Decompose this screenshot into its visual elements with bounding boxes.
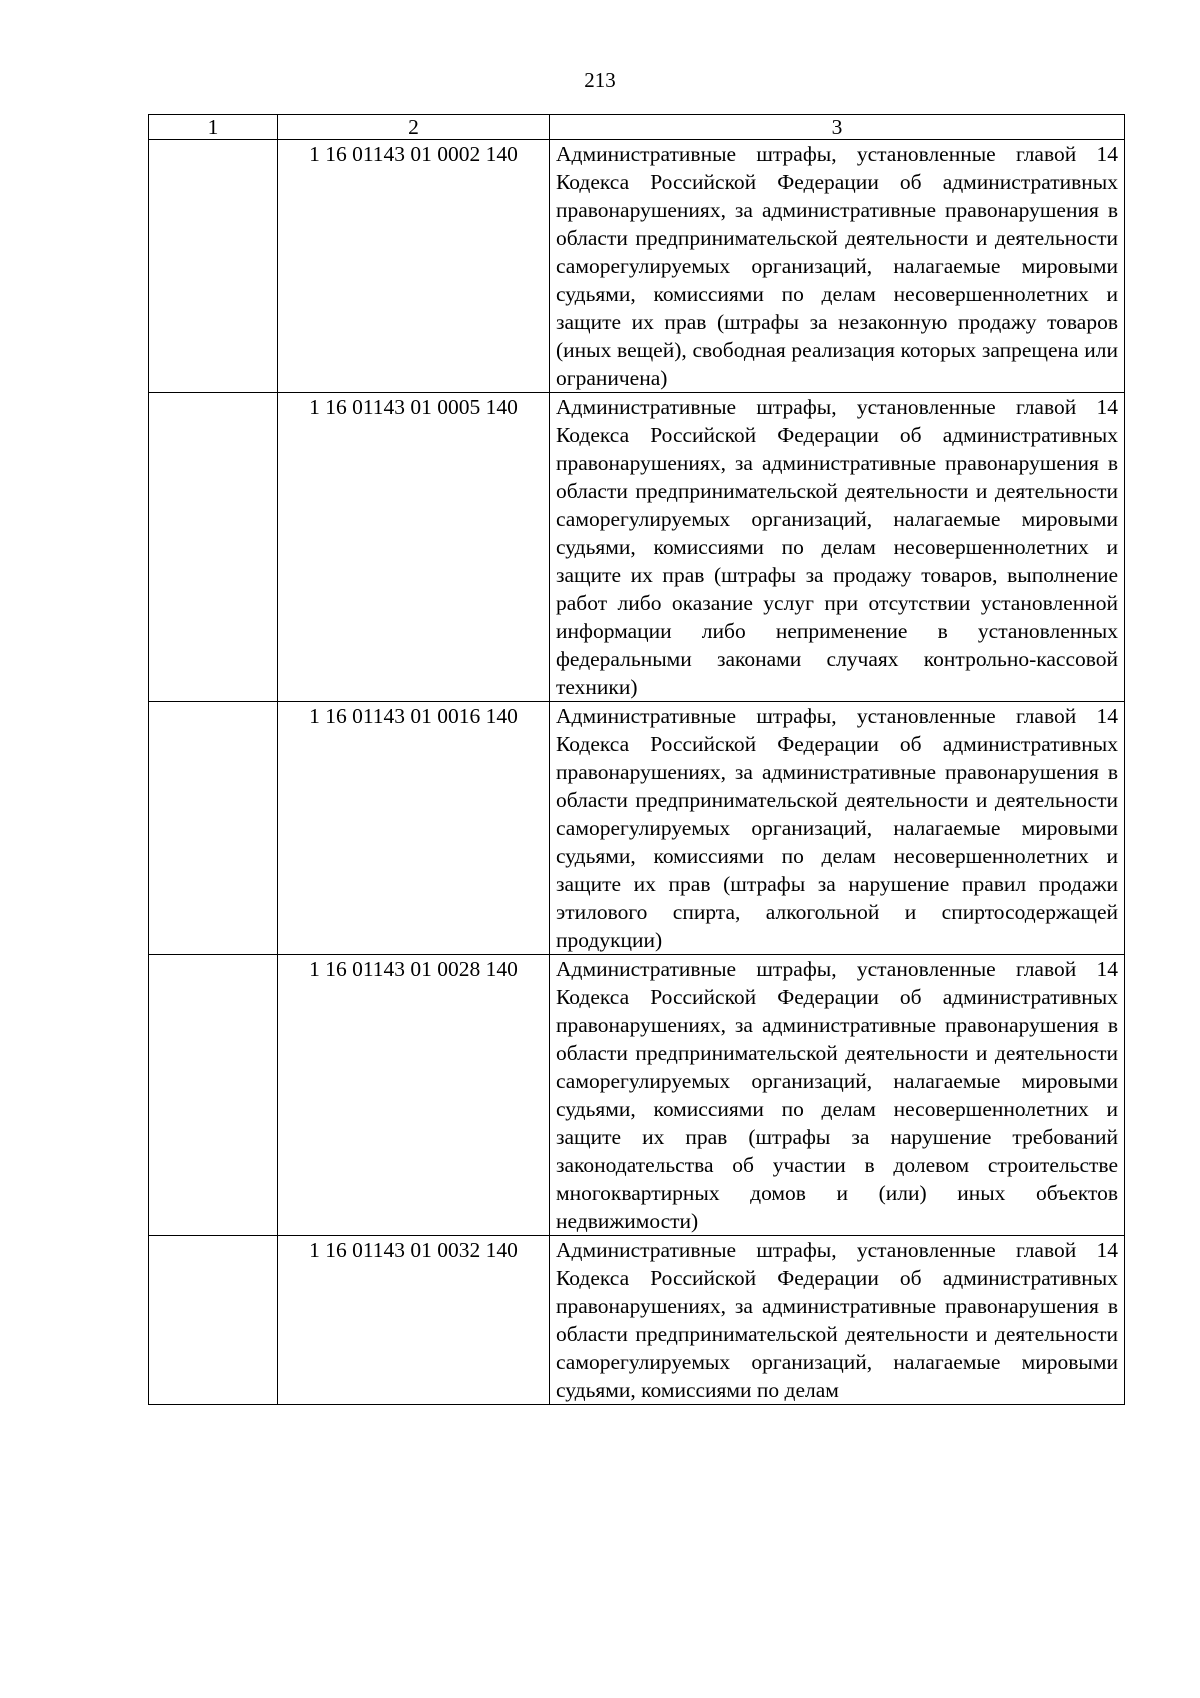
- admin-code-cell: [149, 140, 278, 393]
- table-row: [149, 1236, 1125, 1405]
- admin-code-cell: [149, 393, 278, 702]
- description-cell: Административные штрафы, установленные главой 14 Кодекса Российской Федерации об административных правонарушениях, за административные правонарушения в области предпринимательской деятельности и деятельности саморегулируемых организаций, налагаемые мировыми судьями, комиссиями по делам: [550, 1236, 1125, 1405]
- budget-code-table: [148, 114, 1125, 1405]
- table-row: [149, 140, 1125, 393]
- admin-code-cell: [149, 955, 278, 1236]
- column-header-1: 1: [149, 115, 278, 140]
- table-header-row: [149, 115, 1125, 140]
- column-header-3: 3: [550, 115, 1125, 140]
- budget-code-cell: 1 16 01143 01 0002 140: [278, 140, 550, 393]
- admin-code-cell: [149, 702, 278, 955]
- table-row: [149, 702, 1125, 955]
- table-row: [149, 393, 1125, 702]
- budget-code-cell: 1 16 01143 01 0005 140: [278, 393, 550, 702]
- admin-code-cell: [149, 1236, 278, 1405]
- budget-code-cell: 1 16 01143 01 0016 140: [278, 702, 550, 955]
- column-header-2: 2: [278, 115, 550, 140]
- budget-code-cell: 1 16 01143 01 0028 140: [278, 955, 550, 1236]
- description-cell: Административные штрафы, установленные главой 14 Кодекса Российской Федерации об административных правонарушениях, за административные правонарушения в области предпринимательской деятельности и деятельности саморегулируемых организаций, налагаемые мировыми судьями, комиссиями по делам несовершеннолетних и защите их прав (штрафы за незаконную продажу товаров (иных вещей), свободная реализация которых запрещена или ограничена): [550, 140, 1125, 393]
- table-row: [149, 955, 1125, 1236]
- description-cell: Административные штрафы, установленные главой 14 Кодекса Российской Федерации об административных правонарушениях, за административные правонарушения в области предпринимательской деятельности и деятельности саморегулируемых организаций, налагаемые мировыми судьями, комиссиями по делам несовершеннолетних и защите их прав (штрафы за нарушение правил продажи этилового спирта, алкогольной и спиртосодержащей продукции): [550, 702, 1125, 955]
- page-number: 213: [584, 68, 616, 92]
- description-cell: Административные штрафы, установленные главой 14 Кодекса Российской Федерации об административных правонарушениях, за административные правонарушения в области предпринимательской деятельности и деятельности саморегулируемых организаций, налагаемые мировыми судьями, комиссиями по делам несовершеннолетних и защите их прав (штрафы за нарушение требований законодательства об участии в долевом строительстве многоквартирных домов и (или) иных объектов недвижимости): [550, 955, 1125, 1236]
- description-cell: Административные штрафы, установленные главой 14 Кодекса Российской Федерации об административных правонарушениях, за административные правонарушения в области предпринимательской деятельности и деятельности саморегулируемых организаций, налагаемые мировыми судьями, комиссиями по делам несовершеннолетних и защите их прав (штрафы за продажу товаров, выполнение работ либо оказание услуг при отсутствии установленной информации либо неприменение в установленных федеральными законами случаях контрольно-кассовой техники): [550, 393, 1125, 702]
- budget-code-cell: 1 16 01143 01 0032 140: [278, 1236, 550, 1405]
